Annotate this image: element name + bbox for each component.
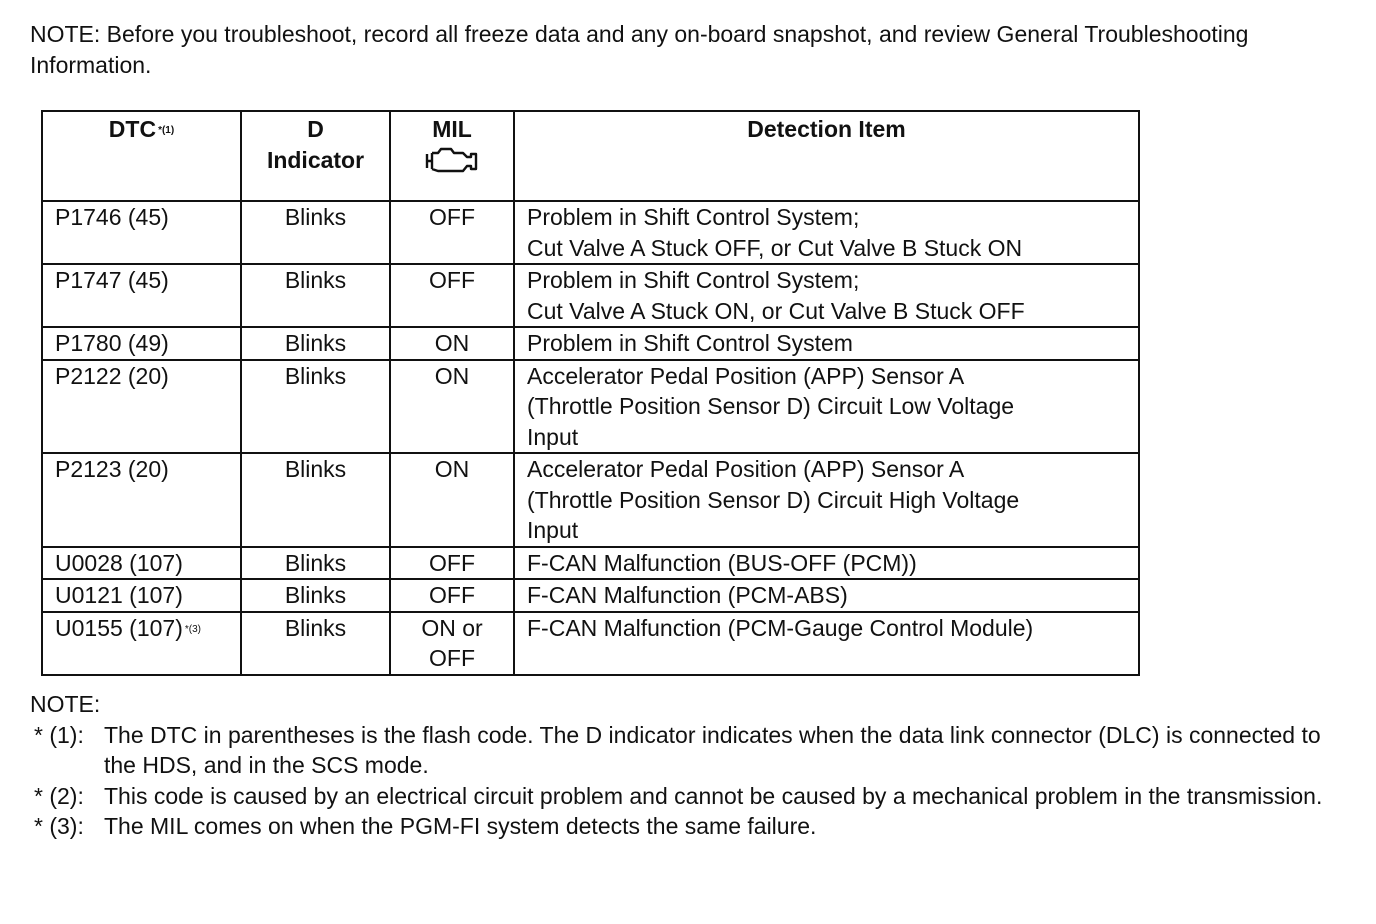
detection-line: Problem in Shift Control System — [527, 330, 853, 356]
detection-line: (Throttle Position Sensor D) Circuit Low Voltage — [527, 393, 1015, 419]
note-item-3 — [30, 811, 1324, 842]
cell-d-indicator: Blinks — [241, 264, 390, 327]
dtc-table — [41, 110, 1140, 676]
table-row — [42, 453, 1139, 547]
cell-mil — [390, 201, 514, 264]
cell-dtc — [42, 327, 241, 360]
mil-line: ON — [434, 330, 470, 356]
check-engine-icon — [421, 145, 483, 185]
cell-d-indicator: Blinks — [241, 453, 390, 547]
notes-title: NOTE: — [30, 691, 101, 717]
dtc-ref: *(3) — [184, 623, 201, 635]
cell-d-indicator: Blinks — [241, 612, 390, 675]
header-mil-label: MIL — [432, 116, 472, 142]
mil-line: OFF — [429, 645, 475, 671]
dtc-code: P2122 (20) — [55, 362, 169, 389]
mil-line: OFF — [429, 204, 475, 230]
dtc-code: U0121 (107) — [55, 582, 183, 608]
note-item-1 — [30, 720, 1324, 781]
detection-line: Accelerator Pedal Position (APP) Sensor A — [527, 456, 965, 482]
detection-line: F-CAN Malfunction (PCM-ABS) — [527, 582, 848, 608]
cell-d-indicator: Blinks — [241, 201, 390, 264]
cell-d-indicator: Blinks — [241, 360, 390, 454]
note-marker: * (2): — [34, 782, 84, 809]
table-row — [42, 201, 1139, 264]
mil-line: ON or — [421, 614, 483, 641]
header-d-indicator — [241, 111, 390, 201]
dtc-code: P1746 (45) — [55, 204, 169, 230]
note-marker: * (1): — [34, 721, 84, 748]
cell-detection — [514, 547, 1139, 580]
header-dtc — [42, 111, 241, 201]
table-row — [42, 327, 1139, 360]
cell-mil — [390, 327, 514, 360]
detection-line: Problem in Shift Control System; — [527, 267, 860, 293]
cell-dtc — [42, 453, 241, 547]
cell-dtc — [42, 201, 241, 264]
dtc-code: P2123 (20) — [55, 456, 169, 482]
intro-note: NOTE: Before you troubleshoot, record all freeze data and any on-board snapshot, and review General Troubleshooting Information. — [30, 21, 1249, 78]
cell-dtc — [42, 579, 241, 612]
header-dtc-ref: *(1) — [158, 125, 175, 136]
dtc-code: U0155 (107) — [55, 614, 183, 641]
detection-line: Cut Valve A Stuck ON, or Cut Valve B Stuck OFF — [527, 297, 1025, 324]
notes-section — [30, 689, 1324, 842]
dtc-code: U0028 (107) — [55, 549, 183, 576]
dtc-code: P1747 (45) — [55, 267, 169, 293]
cell-mil — [390, 453, 514, 547]
cell-dtc — [42, 264, 241, 327]
mil-line: ON — [434, 362, 470, 389]
cell-mil — [390, 547, 514, 580]
cell-mil — [390, 360, 514, 454]
cell-detection — [514, 579, 1139, 612]
header-dtc-label: DTC — [108, 116, 157, 142]
note-item-2 — [30, 781, 1324, 812]
detection-line: Input — [527, 423, 579, 450]
note-text: The MIL comes on when the PGM-FI system detects the same failure. — [104, 813, 817, 839]
header-d-line1: D — [307, 116, 324, 142]
header-detection: Detection Item — [514, 111, 1139, 201]
header-d-line2: Indicator — [266, 146, 365, 173]
table-row — [42, 360, 1139, 454]
note-marker: * (3): — [34, 813, 84, 839]
mil-line: OFF — [429, 582, 475, 608]
note-text: The DTC in parentheses is the flash code. The D indicator indicates when the data link connector (DLC) is connected to the HDS, and in the SCS mode. — [104, 721, 1321, 778]
dtc-code: P1780 (49) — [55, 330, 169, 356]
table-row — [42, 547, 1139, 580]
cell-d-indicator: Blinks — [241, 547, 390, 580]
cell-detection — [514, 612, 1139, 675]
cell-detection — [514, 453, 1139, 547]
cell-dtc — [42, 360, 241, 454]
header-mil — [390, 111, 514, 201]
mil-line: OFF — [429, 549, 475, 576]
detection-line: Problem in Shift Control System; — [527, 204, 860, 230]
detection-line: Accelerator Pedal Position (APP) Sensor A — [527, 362, 965, 389]
detection-line: F-CAN Malfunction (BUS-OFF (PCM)) — [527, 549, 917, 576]
table-header-row — [42, 111, 1139, 201]
note-text: This code is caused by an electrical circuit problem and cannot be caused by a mechanical problem in the transmission. — [104, 782, 1323, 809]
cell-d-indicator: Blinks — [241, 327, 390, 360]
table-row — [42, 612, 1139, 675]
detection-line: (Throttle Position Sensor D) Circuit High Voltage — [527, 486, 1020, 513]
mil-line: OFF — [429, 267, 475, 293]
cell-mil — [390, 612, 514, 675]
table-row — [42, 579, 1139, 612]
dtc-table-body — [42, 201, 1139, 675]
cell-dtc — [42, 547, 241, 580]
cell-mil — [390, 579, 514, 612]
cell-detection — [514, 264, 1139, 327]
detection-line: Cut Valve A Stuck OFF, or Cut Valve B Stuck ON — [527, 234, 1023, 261]
cell-d-indicator: Blinks — [241, 579, 390, 612]
cell-detection — [514, 201, 1139, 264]
cell-dtc — [42, 612, 241, 675]
mil-line: ON — [434, 456, 470, 482]
cell-detection — [514, 327, 1139, 360]
cell-detection — [514, 360, 1139, 454]
table-row — [42, 264, 1139, 327]
detection-line: F-CAN Malfunction (PCM-Gauge Control Module) — [527, 614, 1034, 641]
detection-line: Input — [527, 517, 579, 543]
cell-mil — [390, 264, 514, 327]
